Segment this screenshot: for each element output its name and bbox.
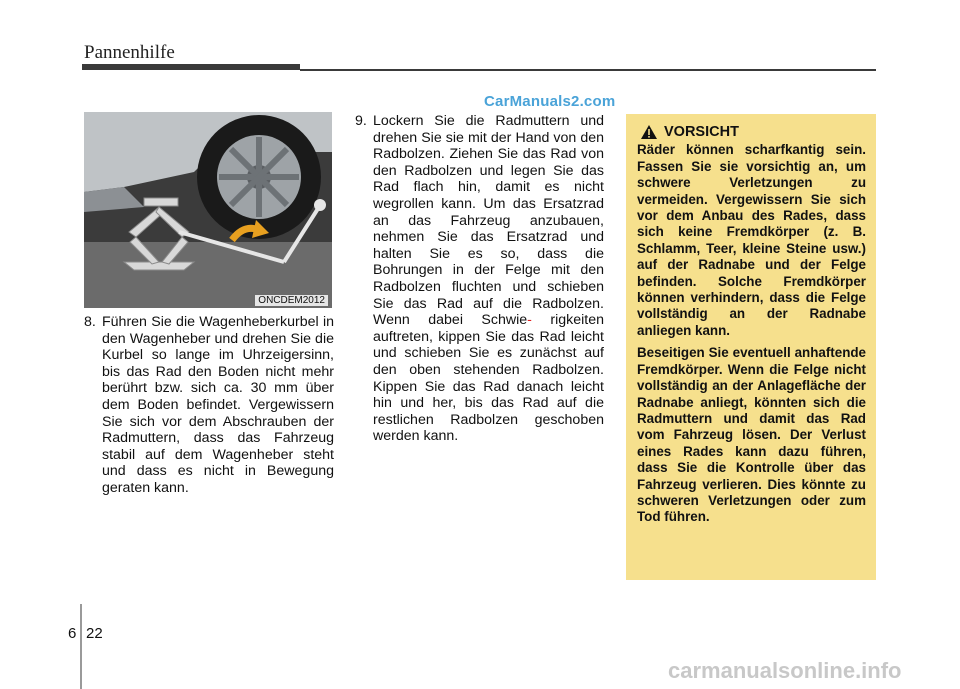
chapter-number: 6 <box>68 625 77 642</box>
figure-code: ONCDEM2012 <box>255 295 328 306</box>
step-8 <box>84 314 334 497</box>
step-9-hyphen: - <box>527 312 532 329</box>
step-9-text-part-b: rigkeiten auftreten, kippen Sie das Rad leicht und schieben Sie es zunächst auf den oben stehenden Radbolzen. Kippen Sie das Rad danach leicht hin und her, bis das Rad auf die restlichen Radbolzen geschoben werden kann. <box>373 312 604 445</box>
jack-photo <box>84 112 332 308</box>
step-9-text-part-a: Lockern Sie die Radmuttern und drehen Sie sie mit der Hand von den Radbolzen. Ziehen Sie das Rad von den Radbolzen und legen Sie das Rad flach hin, damit es nicht wegrollen kann. Um das Ersatzrad an das Fahrzeug anzubauen, nehmen Sie das Ersatzrad und halten Sie es so, dass die Bohrungen in der Felge mit den Radbolzen fluchten und schieben Sie das Rad auf die Radbolzen. Wenn dabei Schwie <box>373 113 604 329</box>
header-rule-thin <box>300 69 876 71</box>
warning-paragraph-1: Räder können scharfkantig sein. Fassen Sie sie vorsichtig an, um schwere Verletzungen zu vermeiden. Vergewissern Sie sich vor dem Anbau des Rades, dass sich keine Fremdkörper (z. B. Schlamm, Teer, kleine Steine usw.) auf der Radnabe und der Felge befinden. Solche Fremdkörper können verhindern, dass die Felge vollständig an der Radnabe anliegen kann. <box>637 142 866 338</box>
warning-header <box>637 124 866 140</box>
watermark-bottom: carmanualsonline.info <box>668 658 902 683</box>
page-header-title: Pannenhilfe <box>84 42 175 63</box>
warning-title: VORSICHT <box>664 124 739 140</box>
step-9-text <box>373 113 604 445</box>
watermark-top: CarManuals2.com <box>484 93 616 110</box>
step-9-number: 9. <box>355 113 367 129</box>
step-8-text: Führen Sie die Wagenheberkurbel in den Wagenheber und drehen Sie die Kurbel so lange im Uhrzeigersinn, bis das Rad den Boden nicht mehr berührt bzw. sich ca. 30 mm über dem Boden befindet. Vergewissern Sie sich vor dem Abschrauben der Radmuttern, dass das Fahrzeug stabil auf dem Wagenheber steht und dass es nicht in Bewegung geraten kann. <box>102 314 334 496</box>
jack-illustration <box>84 112 332 308</box>
page-number: 22 <box>86 625 103 642</box>
warning-triangle-icon <box>640 124 658 140</box>
warning-paragraph-2: Beseitigen Sie eventuell anhaftende Fremdkörper. Wenn die Felge nicht vollständig an der Anlagefläche der Radnabe anliegt, könnten sich die Radmuttern und damit das Rad vom Fahrzeug lösen. Der Verlust eines Rades kann dazu führen, dass Sie die Kontrolle über das Fahrzeug verlieren. Dies könnte zu schweren Verletzungen oder zum Tod führen. <box>637 345 866 525</box>
step-9 <box>355 113 604 445</box>
header-rule-thick <box>82 64 300 70</box>
step-8-number: 8. <box>84 314 96 330</box>
footer-divider <box>80 604 82 689</box>
warning-box <box>626 114 876 580</box>
